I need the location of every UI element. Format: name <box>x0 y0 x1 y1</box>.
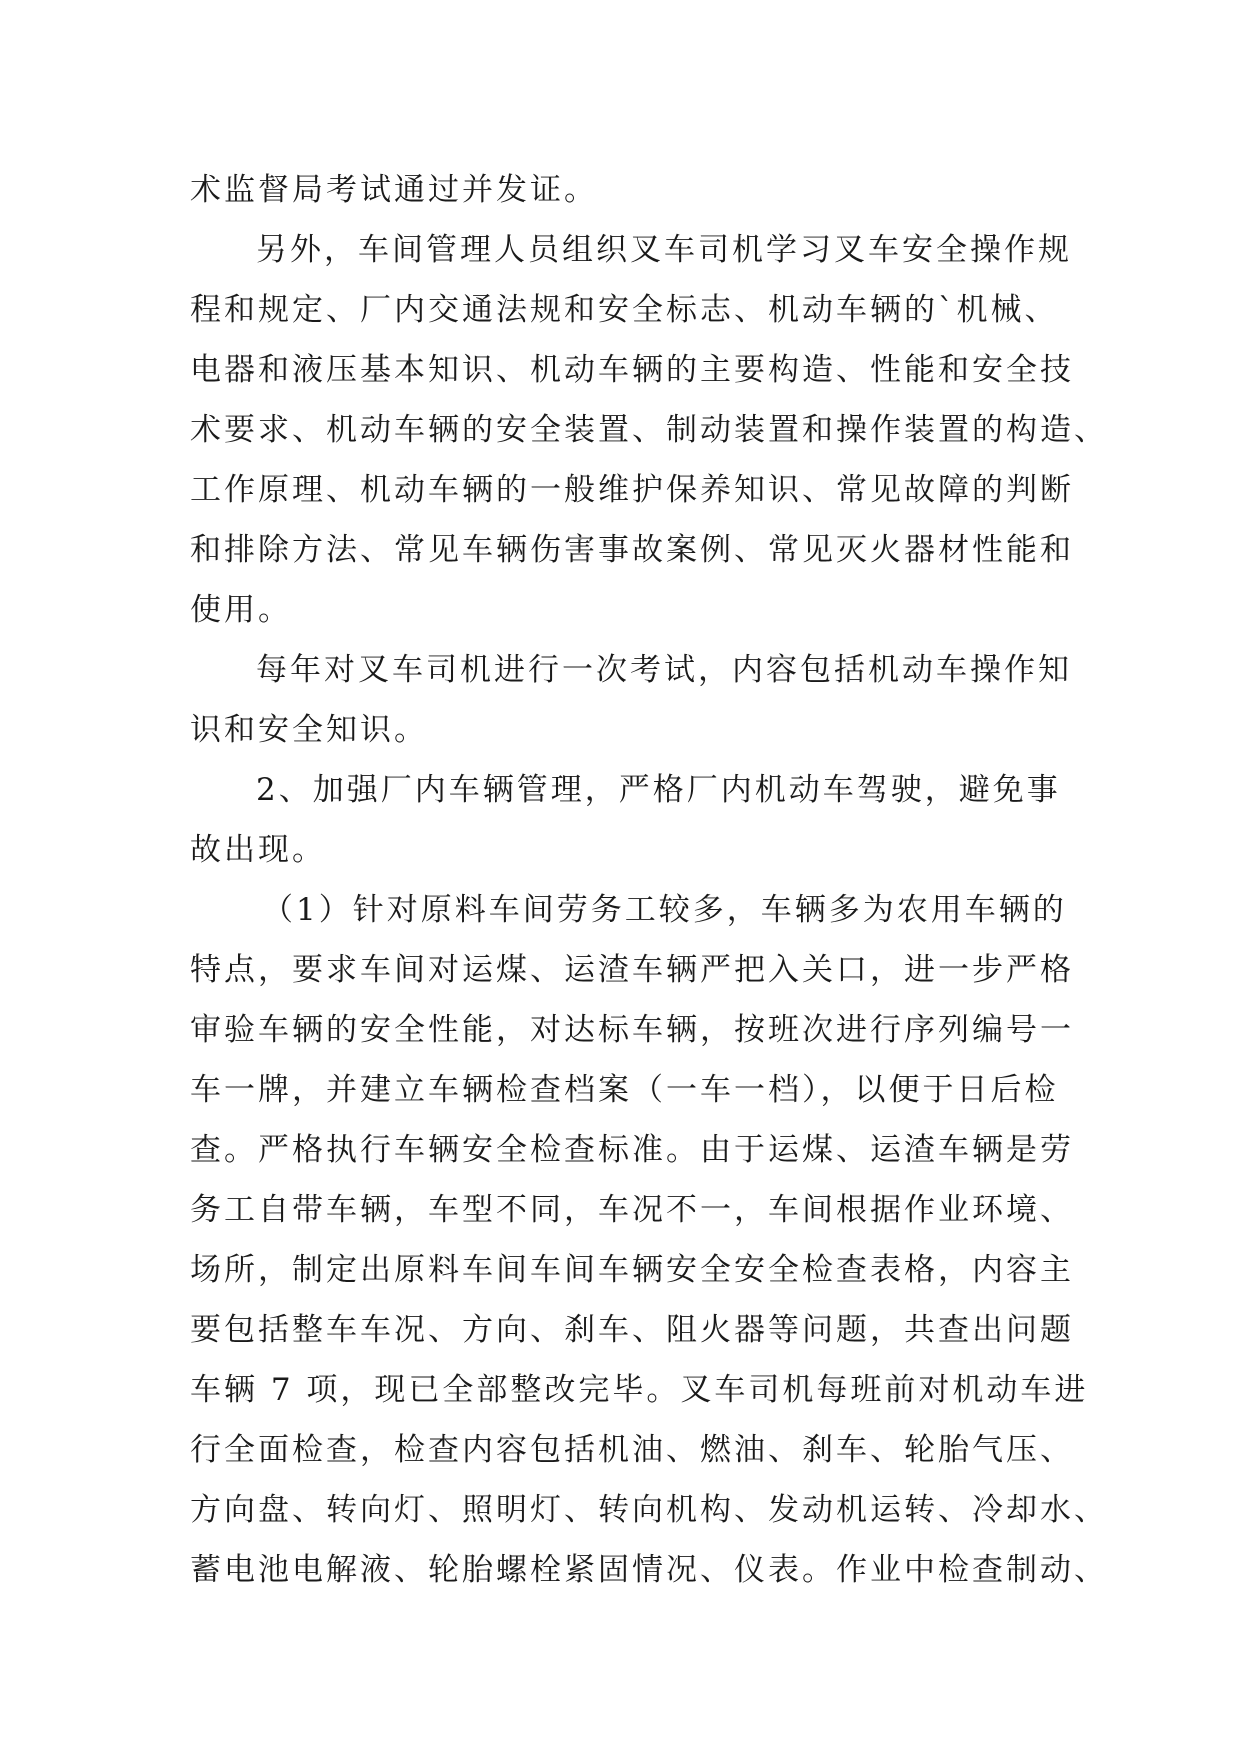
text-line: 车一牌，并建立车辆检查档案（一车一档），以便于日后检 <box>190 1072 1059 1108</box>
text-line: 工作原理、机动车辆的一般维护保养知识、常见故障的判断 <box>190 472 1074 508</box>
text-line: 电器和液压基本知识、机动车辆的主要构造、性能和安全技 <box>190 352 1074 388</box>
paragraph-start-line: 每年对叉车司机进行一次考试，内容包括机动车操作知 <box>256 652 1072 688</box>
body-text <box>190 160 1108 1600</box>
text-line: 场所，制定出原料车间车间车辆安全安全检查表格，内容主 <box>190 1252 1074 1288</box>
text-line: 方向盘、转向灯、照明灯、转向机构、发动机运转、冷却水、 <box>190 1492 1108 1528</box>
text-line: 审验车辆的安全性能，对达标车辆，按班次进行序列编号一 <box>190 1012 1074 1048</box>
text-line: 蓄电池电解液、轮胎螺栓紧固情况、仪表。作业中检查制动、 <box>190 1552 1108 1588</box>
text-line: 术监督局考试通过并发证。 <box>190 172 598 208</box>
paragraph-start-line: 2、加强厂内车辆管理，严格厂内机动车驾驶，避免事 <box>256 772 1061 808</box>
text-line: 和排除方法、常见车辆伤害事故案例、常见灭火器材性能和 <box>190 532 1074 568</box>
text-line: 术要求、机动车辆的安全装置、制动装置和操作装置的构造、 <box>190 412 1108 448</box>
text-line: 程和规定、厂内交通法规和安全标志、机动车辆的`机械、 <box>190 292 1059 328</box>
text-line: 车辆 7 项，现已全部整改完毕。叉车司机每班前对机动车进 <box>190 1372 1089 1408</box>
text-line: 要包括整车车况、方向、刹车、阻火器等问题，共查出问题 <box>190 1312 1074 1348</box>
text-line: 务工自带车辆，车型不同，车况不一，车间根据作业环境、 <box>190 1192 1074 1228</box>
text-line: 特点，要求车间对运煤、运渣车辆严把入关口，进一步严格 <box>190 952 1074 988</box>
text-line: 识和安全知识。 <box>190 712 428 748</box>
text-line: 使用。 <box>190 592 292 628</box>
paragraph-start-line: （1）针对原料车间劳务工较多，车辆多为农用车辆的 <box>262 892 1067 928</box>
paragraph-start-line: 另外，车间管理人员组织叉车司机学习叉车安全操作规 <box>256 232 1072 268</box>
text-line: 故出现。 <box>190 832 326 868</box>
text-line: 查。严格执行车辆安全检查标准。由于运煤、运渣车辆是劳 <box>190 1132 1074 1168</box>
text-line: 行全面检查，检查内容包括机油、燃油、刹车、轮胎气压、 <box>190 1432 1074 1468</box>
